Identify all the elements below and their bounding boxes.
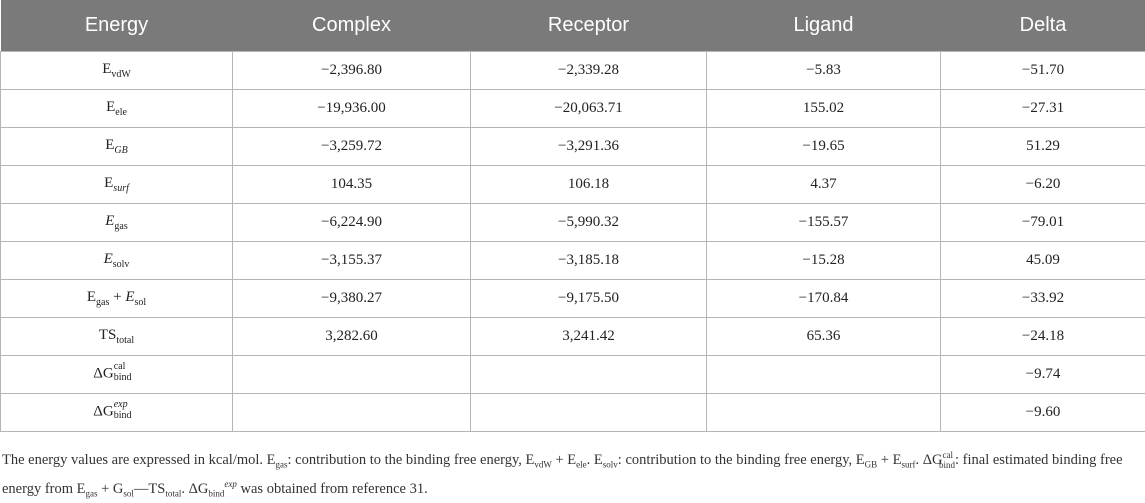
cell-receptor: −3,185.18: [471, 241, 707, 279]
row-label: $E_{gas} + E_{sol}$: [1, 279, 233, 317]
row-label: $E_{GB}$: [1, 127, 233, 165]
cell-receptor: 106.18: [471, 165, 707, 203]
cell-delta: −79.01: [941, 203, 1145, 241]
header-ligand: Ligand: [707, 0, 941, 51]
table-row: [1, 355, 1145, 393]
cell-receptor: −2,339.28: [471, 51, 707, 89]
cell-complex: −19,936.00: [233, 89, 471, 127]
cell-ligand: 155.02: [707, 89, 941, 127]
cell-delta: −9.74: [941, 355, 1145, 393]
cell-complex: −9,380.27: [233, 279, 471, 317]
cell-delta: −9.60: [941, 393, 1145, 431]
header-energy: Energy: [1, 0, 233, 51]
cell-ligand: −19.65: [707, 127, 941, 165]
cell-complex: −2,396.80: [233, 51, 471, 89]
cell-ligand: 65.36: [707, 317, 941, 355]
table-row: [1, 317, 1145, 355]
row-label: $E_{gas}$: [1, 203, 233, 241]
cell-complex: [233, 393, 471, 431]
header-row: [1, 0, 1145, 51]
cell-receptor: [471, 393, 707, 431]
cell-receptor: −5,990.32: [471, 203, 707, 241]
cell-ligand: [707, 393, 941, 431]
cell-ligand: −170.84: [707, 279, 941, 317]
header-receptor: Receptor: [471, 0, 707, 51]
row-label: $TS_{total}$: [1, 317, 233, 355]
cell-ligand: −5.83: [707, 51, 941, 89]
cell-receptor: [471, 355, 707, 393]
cell-ligand: [707, 355, 941, 393]
cell-complex: [233, 355, 471, 393]
table-footnote: The energy values are expressed in kcal/mol. $E_{gas}$: contribution to the binding free energy, $E_{vdW} + E_{ele}$. $E_{solv}$: contribution to the binding free energy, $E_{GB} + E_{surf}$. $\Delta G^{cal}_{bind}$: final estimated binding free energy from $E_{gas}$ + $G_{sol}—TS_{total}$. $\Delta G_{bind}^{exp}$ was obtained from reference 31.: [2, 446, 1142, 503]
cell-receptor: −3,291.36: [471, 127, 707, 165]
table-row: [1, 279, 1145, 317]
cell-complex: 104.35: [233, 165, 471, 203]
row-label: $E_{solv}$: [1, 241, 233, 279]
table-row: [1, 203, 1145, 241]
cell-delta: −33.92: [941, 279, 1145, 317]
table-row: [1, 89, 1145, 127]
row-label: $E_{vdW}$: [1, 51, 233, 89]
cell-complex: −3,155.37: [233, 241, 471, 279]
cell-delta: 45.09: [941, 241, 1145, 279]
row-label: ΔG cal bind: [1, 355, 233, 393]
cell-receptor: −9,175.50: [471, 279, 707, 317]
cell-delta: −51.70: [941, 51, 1145, 89]
cell-ligand: −155.57: [707, 203, 941, 241]
table-row: [1, 241, 1145, 279]
cell-delta: −24.18: [941, 317, 1145, 355]
table-row: [1, 127, 1145, 165]
cell-receptor: −20,063.71: [471, 89, 707, 127]
header-complex: Complex: [233, 0, 471, 51]
cell-complex: −3,259.72: [233, 127, 471, 165]
row-label: $E_{surf}$: [1, 165, 233, 203]
table-row: [1, 165, 1145, 203]
table-row: [1, 51, 1145, 89]
row-label: $E_{ele}$: [1, 89, 233, 127]
row-label: ΔG exp bind: [1, 393, 233, 431]
cell-delta: −6.20: [941, 165, 1145, 203]
cell-delta: 51.29: [941, 127, 1145, 165]
cell-complex: 3,282.60: [233, 317, 471, 355]
header-delta: Delta: [941, 0, 1145, 51]
table-row: [1, 393, 1145, 431]
cell-complex: −6,224.90: [233, 203, 471, 241]
cell-ligand: 4.37: [707, 165, 941, 203]
cell-ligand: −15.28: [707, 241, 941, 279]
cell-receptor: 3,241.42: [471, 317, 707, 355]
cell-delta: −27.31: [941, 89, 1145, 127]
